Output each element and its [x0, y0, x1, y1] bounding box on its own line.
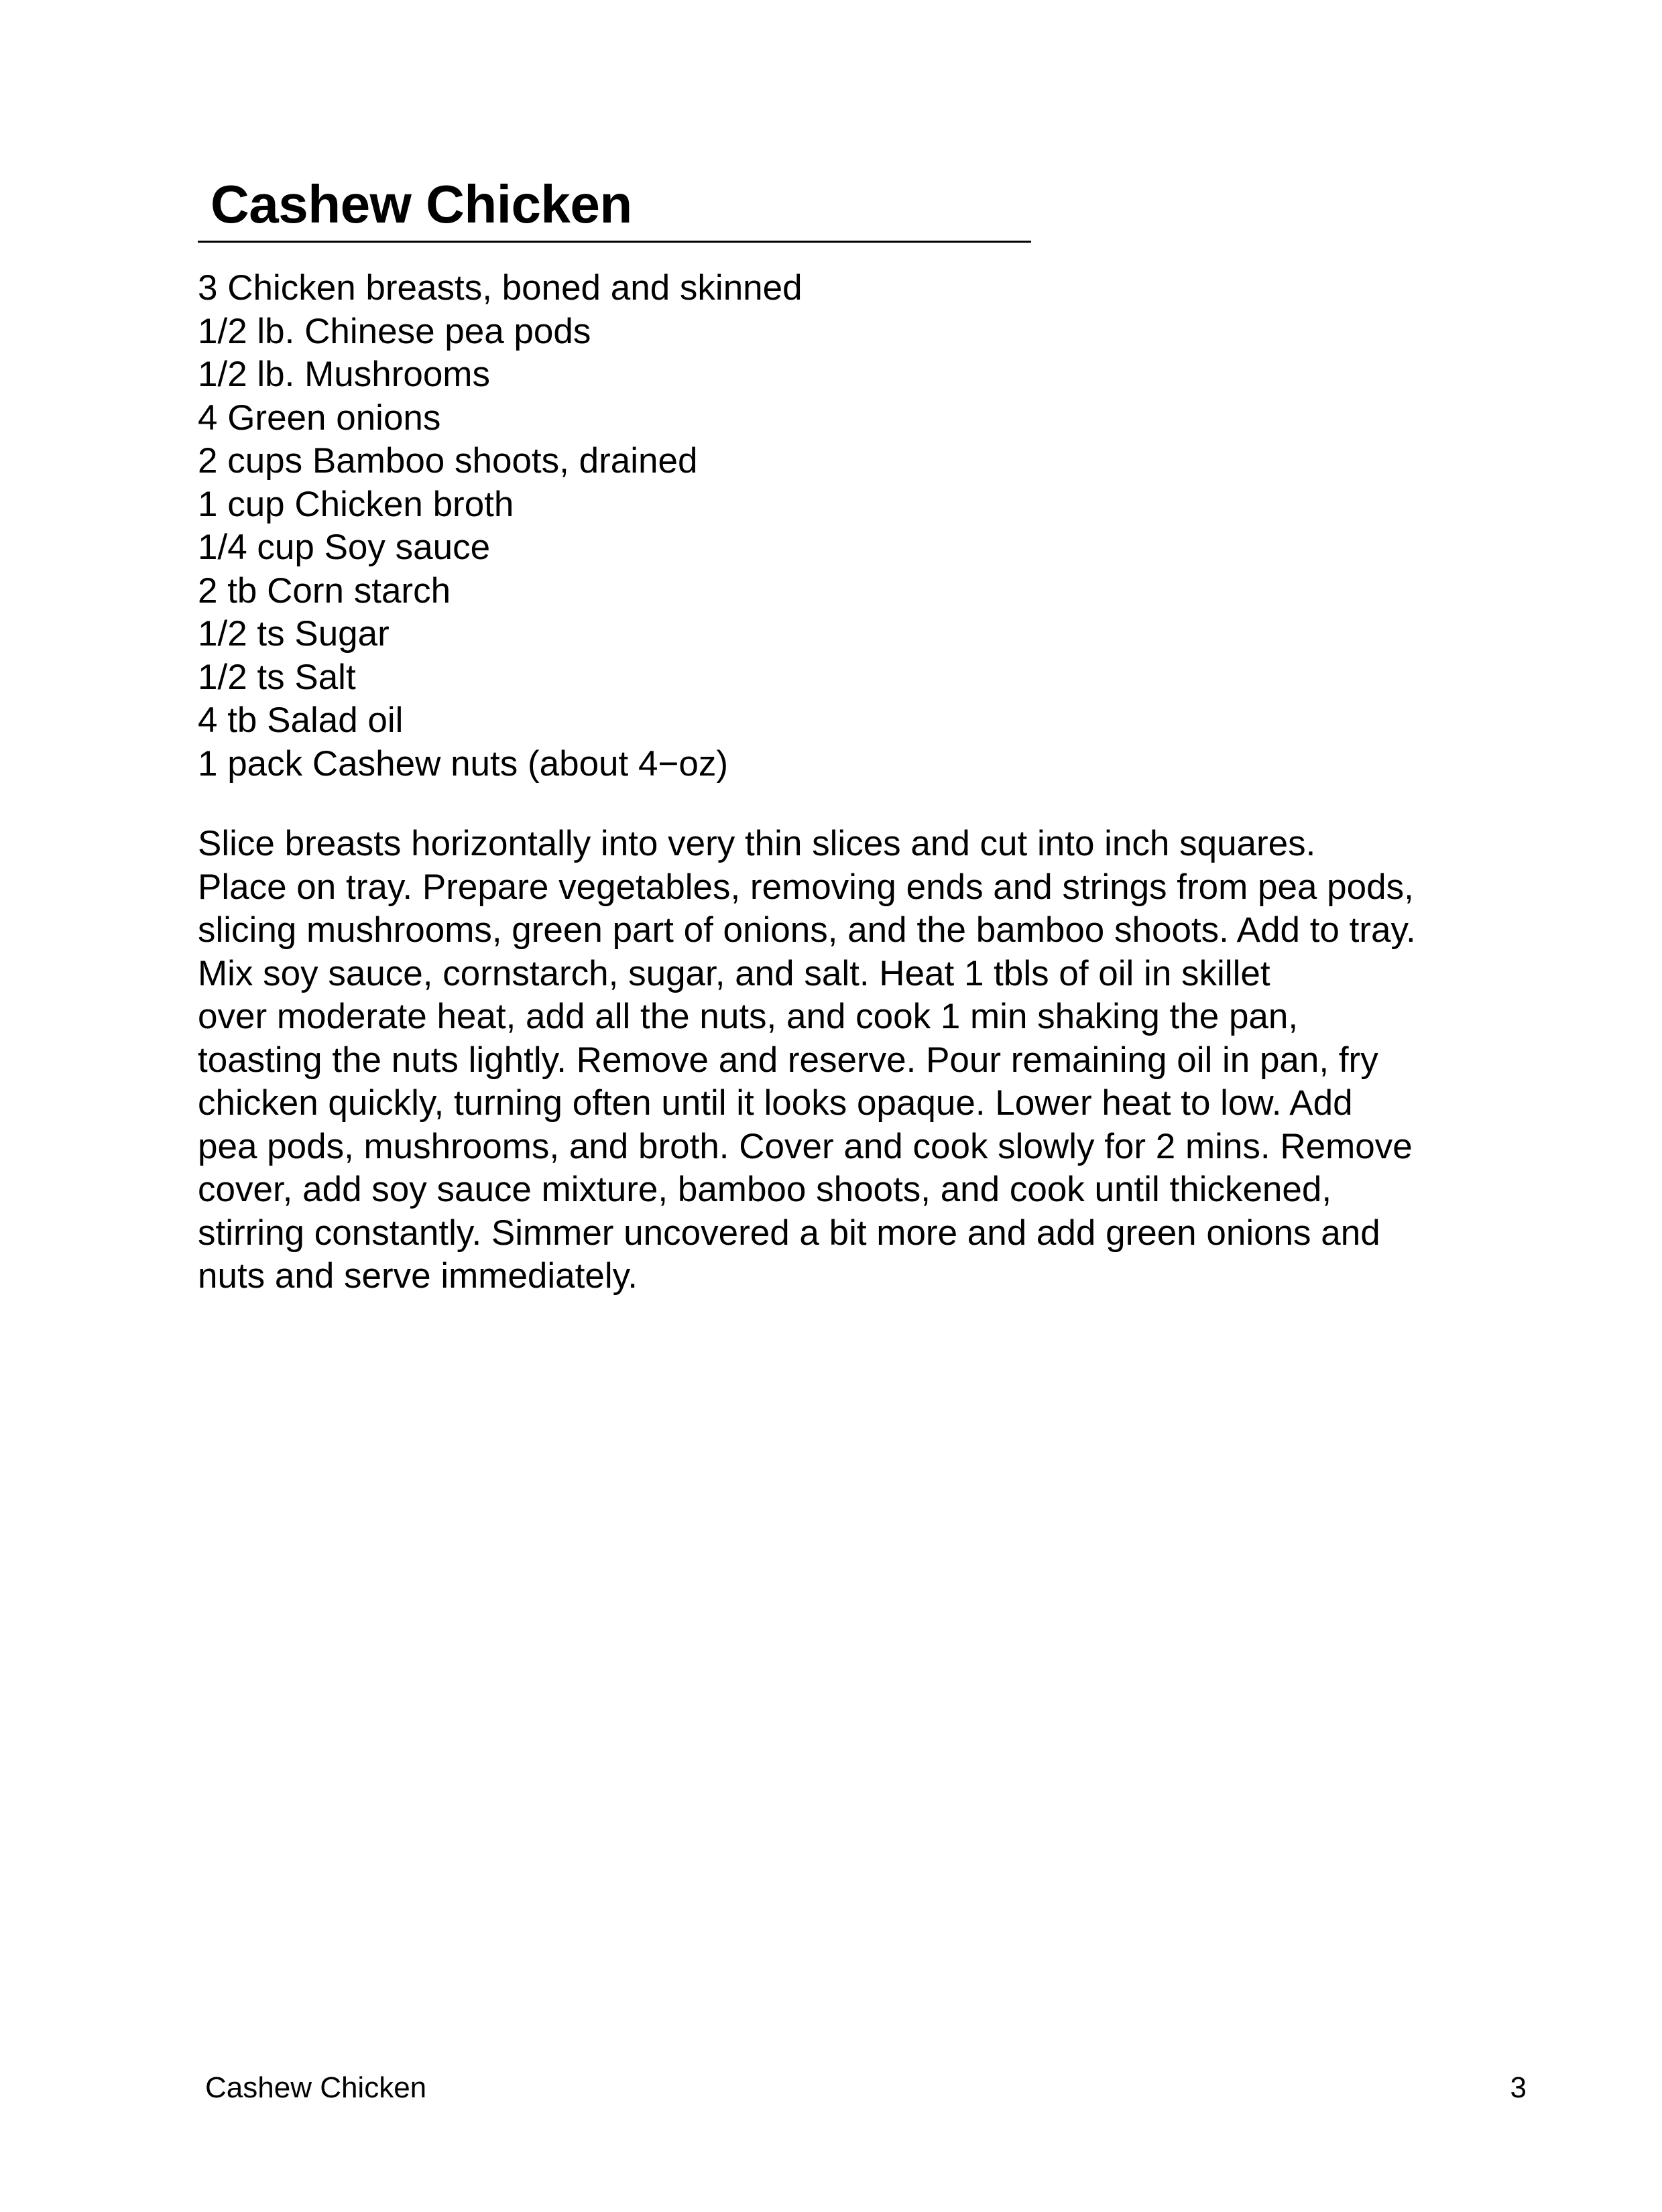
ingredient-item: 1 pack Cashew nuts (about 4−oz): [198, 743, 729, 784]
title-underline: [198, 241, 1031, 243]
method-line: pea pods, mushrooms, and broth. Cover and cook slowly for 2 mins. Remove: [198, 1126, 1413, 1166]
ingredient-item: 1/2 ts Sugar: [198, 614, 390, 654]
page-number: 3: [1510, 2071, 1527, 2104]
method-line: Mix soy sauce, cornstarch, sugar, and salt. Heat 1 tbls of oil in skillet: [198, 953, 1270, 993]
ingredient-item: 2 tb Corn starch: [198, 570, 451, 611]
ingredient-item: 4 Green onions: [198, 397, 441, 438]
method-paragraph: [198, 822, 1472, 1298]
ingredient-item: 1/4 cup Soy sauce: [198, 528, 491, 567]
method-line: Place on tray. Prepare vegetables, removing ends and strings from pea pods,: [198, 867, 1414, 907]
ingredient-item: 1/2 ts Salt: [198, 657, 356, 697]
method-line: slicing mushrooms, green part of onions, and the bamboo shoots. Add to tray.: [198, 910, 1416, 950]
method-line: cover, add soy sauce mixture, bamboo shoots, and cook until thickened,: [198, 1170, 1332, 1209]
ingredient-item: 3 Chicken breasts, boned and skinned: [198, 268, 803, 308]
ingredient-item: 2 cups Bamboo shoots, drained: [198, 441, 698, 481]
method-line: toasting the nuts lightly. Remove and reserve. Pour remaining oil in pan, fry: [198, 1040, 1378, 1080]
ingredient-item: 4 tb Salad oil: [198, 700, 404, 740]
ingredient-item: 1/2 lb. Mushrooms: [198, 355, 490, 394]
method-line: Slice breasts horizontally into very thin slices and cut into inch squares.: [198, 824, 1316, 863]
ingredient-item: 1/2 lb. Chinese pea pods: [198, 311, 591, 351]
ingredient-list: [198, 267, 803, 786]
method-line: nuts and serve immediately.: [198, 1256, 638, 1296]
method-line: chicken quickly, turning often until it looks opaque. Lower heat to low. Add: [198, 1083, 1353, 1123]
ingredient-item: 1 cup Chicken broth: [198, 484, 514, 524]
method-line: over moderate heat, add all the nuts, and cook 1 min shaking the pan,: [198, 997, 1299, 1036]
recipe-title: Cashew Chicken: [211, 174, 632, 234]
method-line: stirring constantly. Simmer uncovered a bit more and add green onions and: [198, 1213, 1380, 1253]
footer-title: Cashew Chicken: [205, 2071, 427, 2104]
